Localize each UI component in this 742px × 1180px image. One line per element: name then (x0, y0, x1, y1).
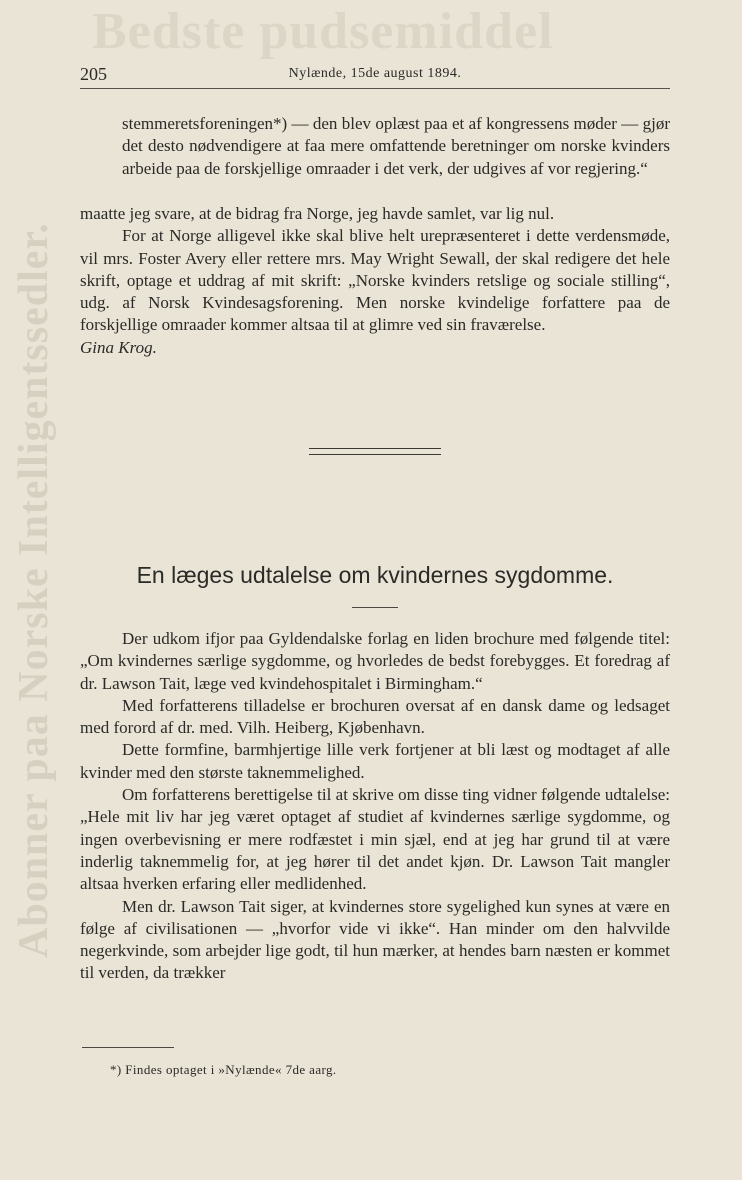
bleed-through-left-text: Abonner paa Norske Intelligentssedler. (11, 222, 57, 958)
running-title: Nylænde, 15de august 1894. (288, 66, 462, 81)
title-rule (352, 607, 398, 608)
article-paragraph-5: Men dr. Lawson Tait siger, at kvindernes store sygelighed kun synes at være en følge af civilisationen — „hvorfor vide vi ikke“. Han minder om den halvvilde negerkvinde, som arbejder lige godt, til hun mærker, at hendes barn næsten er kommet til verden, da trækker (80, 896, 670, 983)
continued-quote (80, 113, 670, 180)
section-divider (309, 448, 441, 455)
article-body (80, 628, 670, 985)
section1-body (80, 203, 670, 359)
section1-paragraph-2: For at Norge alligevel ikke skal blive helt urepræsenteret i dette verdensmøde, vil mrs. Foster Avery eller rettere mrs. May Wright Sewall, der skal redigere det hele skrift, optage et uddrag af mit skrift: „Norske kvinders retslige og sociale stilling“, udg. af Norsk Kvindesagsforening. Men norske kvindelige forfattere paa de forskjellige omraader kommer altsaa til at glimre ved sin fraværelse. (80, 226, 670, 335)
quote-paragraph: stemmeretsforeningen*) — den blev oplæst paa et af kongressens møder — gjør det desto nødvendigere at faa mere omfattende beretninger om norske kvinders arbeide paa de forskjellige omraader i det verk, der udgives af vor regjering.“ (122, 114, 670, 178)
signature: Gina Krog. (80, 337, 157, 357)
article-paragraph-1: Der udkom ifjor paa Gyldendalske forlag en liden brochure med følgende titel: „Om kvindernes særlige sygdomme, og hvorledes de bedst forebygges. Et foredrag af dr. Lawson Tait, læge ved kvindehospitalet i Birmingham.“ (80, 629, 670, 693)
footnote: *) Findes optaget i »Nylænde« 7de aarg. (110, 1062, 337, 1077)
page-number: 205 (80, 64, 107, 84)
article-paragraph-4: Om forfatterens berettigelse til at skrive om disse ting vidner følgende udtalelse: „Hele mit liv har jeg været optaget af studiet af kvindernes særlige sygdomme, og ingen overbevisning er mere rodfæstet i min sjæl, end at jeg har grund til at være inderlig taknemmelig for, at jeg hører til det andet kjøn. Dr. Lawson Tait mangler altsaa hverken erfaring eller medlidenhed. (80, 785, 670, 894)
article-title: En læges udtalelse om kvindernes sygdomme. (136, 562, 614, 588)
page-header (80, 62, 670, 88)
article-paragraph-3: Dette formfine, barmhjertige lille verk fortjener at bli læst og modtaget af alle kvinder med den største taknemmelighed. (80, 740, 670, 782)
bleed-through-top: Bedste pudsemiddel (92, 3, 554, 60)
section1-paragraph-1: maatte jeg svare, at de bidrag fra Norge, jeg havde samlet, var lig nul. (80, 204, 555, 223)
header-rule (80, 88, 670, 89)
footnote-rule (82, 1047, 174, 1048)
article-paragraph-2: Med forfatterens tilladelse er brochuren oversat af en dansk dame og ledsaget med forord af dr. med. Vilh. Heiberg, Kjøbenhavn. (80, 695, 670, 738)
bleed-through-left (6, 40, 70, 1150)
